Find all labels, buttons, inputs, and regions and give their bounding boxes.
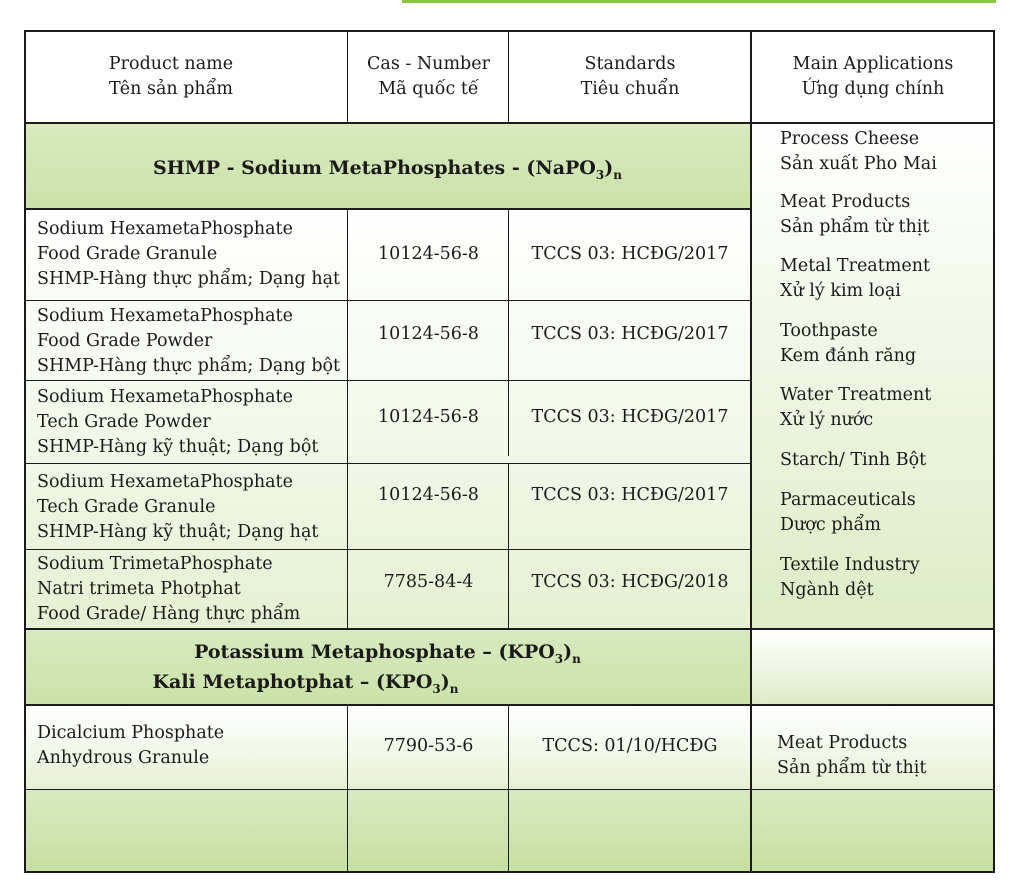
product-name-cell: Sodium HexametaPhosphate Tech Grade Powder SHMP-Hàng kỹ thuật; Dạng bột [37,387,319,457]
hline-kpo-top [24,628,995,630]
vline-col1-dcp [347,705,348,873]
vline-col2-body-a [508,208,509,456]
cas-number-cell: 7785-84-4 [383,571,474,592]
application-item: Parmaceuticals Dược phẩm [780,490,916,535]
standard-cell: TCCS 03: HCĐG/2017 [531,323,729,344]
vline-col2-dcp [508,705,509,873]
product-name-cell: Sodium HexametaPhosphate Food Grade Granule SHMP-Hàng thực phẩm; Dạng hạt [37,219,341,289]
header-standards: Standards Tiêu chuẩn [580,53,680,99]
standard-cell: TCCS 03: HCĐG/2018 [531,571,729,592]
application-item: Textile Industry Ngành dệt [780,555,920,600]
cas-number-cell: 7790-53-6 [383,735,474,756]
vline-col3 [750,30,752,873]
hline-kpo-bottom [24,704,995,706]
kpo-applications-empty [751,629,995,705]
hline-row1 [24,300,751,301]
application-item: Starch/ Tinh Bột [780,450,927,470]
border-bottom [24,871,995,873]
application-item: Water Treatment Xử lý nước [780,385,932,430]
hline-shmp [24,208,751,210]
kpo-section-title: Potassium Metaphosphate – $(KPO_3)_n$ Kali Metaphotphat – $(KPO_3)_n$ [24,629,751,705]
standard-cell: TCCS 03: HCĐG/2017 [531,244,729,264]
application-item: Metal Treatment Xử lý kim loại [780,256,931,301]
hline-row4 [24,549,751,550]
product-name-cell: Dicalcium Phosphate Anhydrous Granule [37,723,225,768]
application-item: Meat Products Sản phẩm từ thịt [780,192,930,237]
application-cell: Meat Products Sản phẩm từ thịt [777,733,927,778]
standard-cell: TCCS: 01/10/HCĐG [542,735,718,756]
product-table [24,30,995,873]
header-main-applications: Main Applications Ứng dụng chính [792,53,954,99]
vline-col1-header [347,30,348,123]
hline-header [24,122,995,124]
cas-number-cell: 10124-56-8 [378,484,479,505]
empty-bottom-row [24,790,995,873]
hline-row2 [24,380,751,381]
application-item: Process Cheese Sản xuất Pho Mai [780,129,937,174]
standard-cell: TCCS 03: HCĐG/2017 [531,484,729,505]
vline-col2-header [508,30,509,123]
product-name-cell: Sodium HexametaPhosphate Food Grade Powder SHMP-Hàng thực phẩm; Dạng bột [37,305,341,376]
top-accent-bar [402,0,996,3]
header-product-name: Product name Tên sản phẩm [108,53,234,99]
hline-dcp-bottom [24,789,995,790]
product-name-cell: Sodium HexametaPhosphate Tech Grade Granule SHMP-Hàng kỹ thuật; Dạng hạt [37,471,319,542]
applications-list [751,123,995,629]
cas-number-cell: 10124-56-8 [378,244,479,264]
product-name-cell: Sodium TrimetaPhosphate Natri trimeta Photphat Food Grade/ Hàng thực phẩm [37,554,301,624]
cas-number-cell: 10124-56-8 [378,323,479,344]
border-left [24,30,26,873]
application-item: Toothpaste Kem đánh răng [780,321,917,366]
hline-row3 [24,463,751,464]
border-top [24,30,995,32]
header-cas-number: Cas - Number Mã quốc tế [367,53,490,99]
vline-col1-body [347,208,348,629]
shmp-section-title: SHMP - Sodium MetaPhosphates - $(NaPO_3)_n$ [24,123,751,208]
cas-number-cell: 10124-56-8 [378,406,479,427]
vline-col2-body-b [508,464,509,629]
standard-cell: TCCS 03: HCĐG/2017 [531,406,729,427]
border-right [993,30,995,873]
